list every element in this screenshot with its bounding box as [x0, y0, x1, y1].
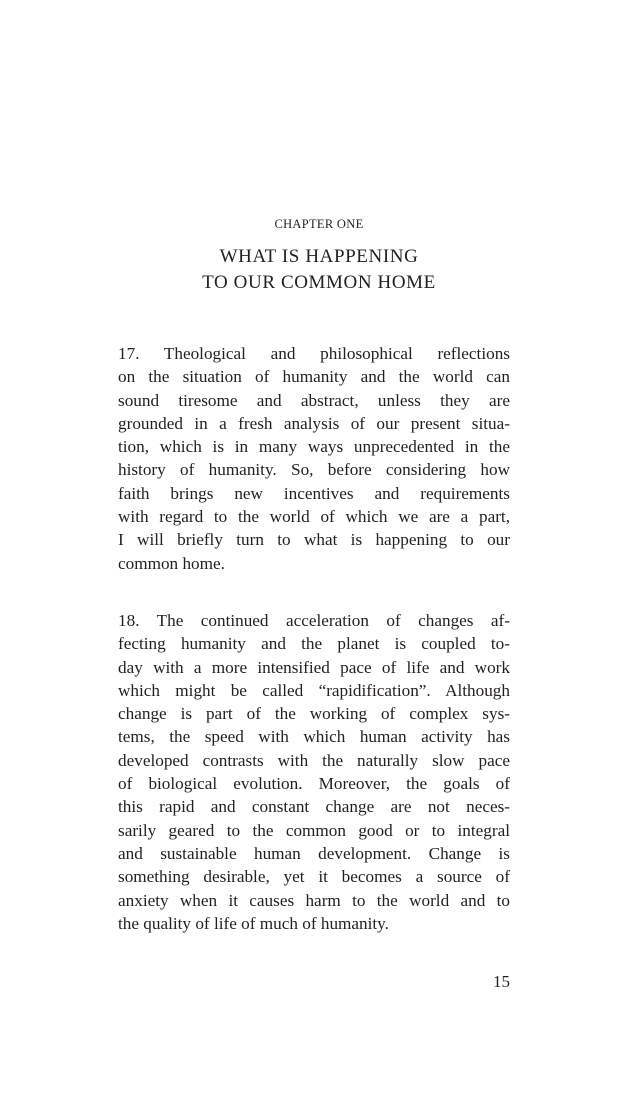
- paragraph-18: [118, 609, 510, 935]
- text-line: with regard to the world of which we are a part,: [118, 507, 510, 527]
- text-line: on the situation of humanity and the world can: [118, 367, 510, 387]
- text-line: of biological evolution. Moreover, the goals of: [118, 774, 510, 794]
- text-line: and sustainable human development. Change is: [118, 843, 510, 863]
- paragraph-17: [118, 342, 510, 575]
- text-line: this rapid and constant change are not neces-: [118, 797, 510, 817]
- text-line: anxiety when it causes harm to the world and to: [118, 890, 510, 910]
- text-line: change is part of the working of complex sys-: [118, 704, 510, 724]
- text-line: 17. Theological and philosophical reflections: [118, 344, 510, 363]
- page-number: 15: [493, 972, 510, 991]
- text-line: grounded in a fresh analysis of our present situa-: [118, 413, 510, 433]
- text-line: 18. The continued acceleration of changes af-: [118, 611, 510, 630]
- text-line: history of humanity. So, before considering how: [118, 460, 510, 480]
- chapter-title-line: WHAT IS HAPPENING: [219, 246, 419, 267]
- text-line: tion, which is in many ways unprecedented in the: [118, 437, 510, 457]
- text-line: the quality of life of much of humanity.: [118, 913, 389, 933]
- text-line: sarily geared to the common good or to integral: [118, 820, 510, 840]
- text-line: I will briefly turn to what is happening to our: [118, 530, 510, 550]
- chapter-title-line: TO OUR COMMON HOME: [202, 272, 436, 293]
- text-line: fecting humanity and the planet is coupled to-: [118, 634, 510, 654]
- text-line: common home.: [118, 553, 225, 573]
- text-line: something desirable, yet it becomes a source of: [118, 867, 510, 887]
- chapter-title: [0, 244, 638, 296]
- text-line: tems, the speed with which human activity has: [118, 727, 510, 747]
- chapter-label: CHAPTER ONE: [274, 217, 364, 231]
- text-line: developed contrasts with the naturally slow pace: [118, 750, 510, 770]
- text-line: faith brings new incentives and requirements: [118, 483, 510, 503]
- text-line: which might be called “rapidification”. Although: [118, 680, 510, 700]
- text-line: day with a more intensified pace of life and work: [118, 657, 510, 677]
- text-line: sound tiresome and abstract, unless they are: [118, 390, 510, 410]
